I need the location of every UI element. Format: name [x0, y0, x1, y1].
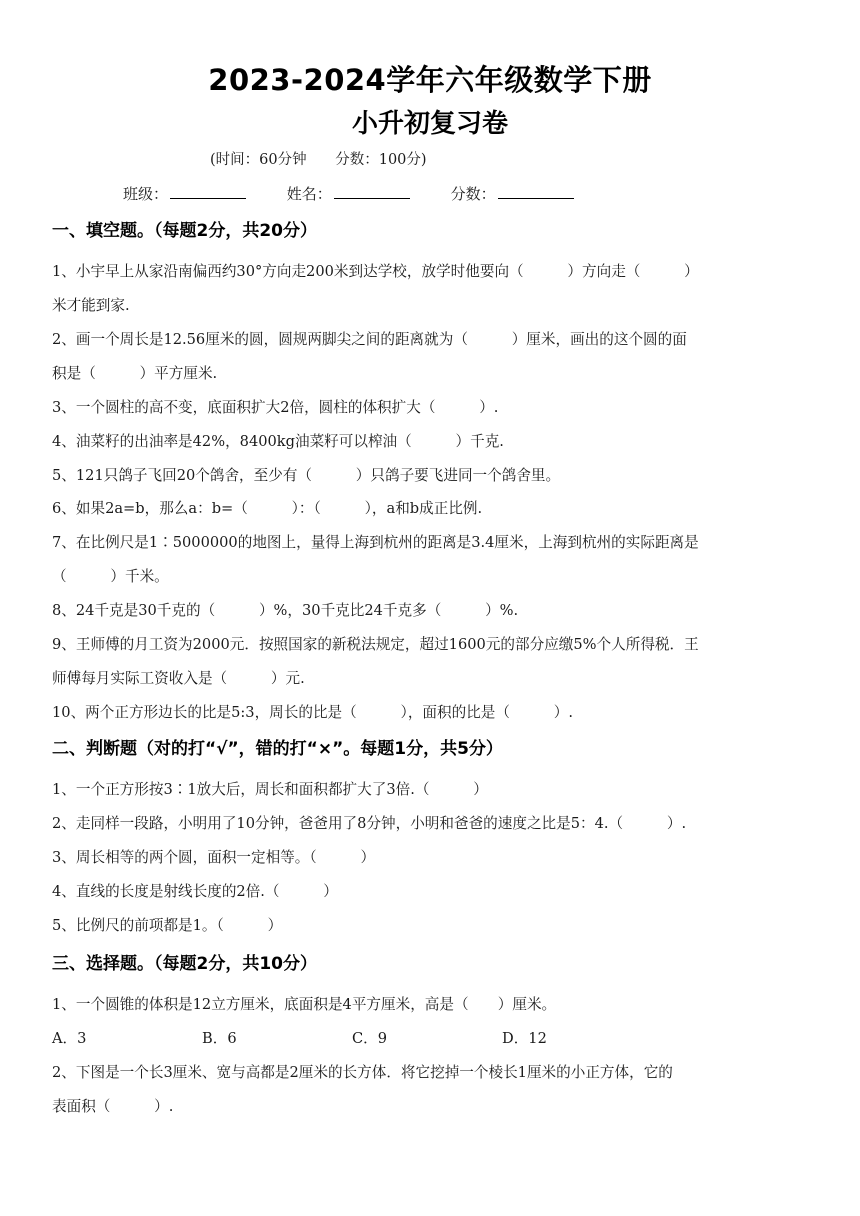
s1-q7-line1: 7、在比例尺是1∶5000000的地图上，量得上海到杭州的距离是3.4厘米，上海到杭州的实际距离是 [52, 534, 699, 551]
s1-q3: 3、一个圆柱的高不变，底面积扩大2倍，圆柱的体积扩大（ ）. [52, 399, 499, 416]
s1-q7-line2: （ ）千米。 [52, 568, 169, 585]
s1-q9-line1: 9、王师傅的月工资为2000元．按照国家的新税法规定，超过1600元的部分应缴5%个人所得税．王 [52, 636, 699, 653]
student-fields [123, 184, 610, 204]
s2-q3: 3、周长相等的两个圆，面积一定相等。（ ） [52, 849, 376, 866]
exam-title: 2023-2024学年六年级数学下册 [208, 63, 652, 97]
s1-q2-line2: 积是（ ）平方厘米. [52, 365, 218, 382]
s1-q6: 6、如果2a=b，那么a：b=（ ）：（ ），a和b成正比例. [52, 500, 483, 517]
option-d[interactable]: D．12 [502, 1030, 547, 1047]
section-3-heading: 三、选择题。（每题2分，共10分） [52, 954, 317, 974]
time-limit: (时间：60分钟 [210, 152, 307, 168]
name-blank[interactable] [334, 184, 410, 199]
s1-q10: 10、两个正方形边长的比是5:3，周长的比是（ ），面积的比是（ ）. [52, 704, 573, 721]
s1-q4: 4、油菜籽的出油率是42%，8400kg油菜籽可以榨油（ ）千克. [52, 433, 504, 450]
section-1-heading: 一、填空题。（每题2分，共20分） [52, 221, 317, 241]
s3-q1-options [52, 1029, 652, 1049]
class-field [123, 184, 246, 204]
s2-q5: 5、比例尺的前项都是1。（ ） [52, 917, 283, 934]
s3-q1: 1、一个圆锥的体积是12立方厘米，底面积是4平方厘米，高是（ ）厘米。 [52, 996, 557, 1013]
s1-q8: 8、24千克是30千克的（ ）%，30千克比24千克多（ ）%. [52, 602, 519, 619]
class-label: 班级： [123, 185, 169, 203]
s1-q2-line1: 2、画一个周长是12.56厘米的圆，圆规两脚尖之间的距离就为（ ）厘米，画出的这个圆的面 [52, 331, 687, 348]
s2-q2: 2、走同样一段路，小明用了10分钟，爸爸用了8分钟，小明和爸爸的速度之比是5：4.（ ）. [52, 815, 687, 832]
section-2-heading: 二、判断题（对的打“√”，错的打“×”。每题1分，共5分） [52, 739, 503, 759]
score-blank[interactable] [498, 184, 574, 199]
exam-info [210, 150, 451, 170]
s1-q5: 5、121只鸽子飞回20个鸽舍，至少有（ ）只鸽子要飞进同一个鸽舍里。 [52, 467, 561, 484]
option-a[interactable]: A．3 [52, 1030, 87, 1047]
s2-q1: 1、一个正方形按3∶1放大后，周长和面积都扩大了3倍.（ ） [52, 781, 488, 798]
s1-q9-line2: 师傅每月实际工资收入是（ ）元. [52, 670, 305, 687]
name-field [287, 184, 410, 204]
option-c[interactable]: C．9 [352, 1030, 388, 1047]
option-b[interactable]: B．6 [202, 1030, 237, 1047]
score-label: 分数： [450, 185, 496, 203]
name-label: 姓名： [286, 185, 332, 203]
s3-q2-line2: 表面积（ ）. [52, 1098, 174, 1115]
total-score: 分数：100分) [335, 152, 427, 168]
s1-q1-line2: 米才能到家. [52, 297, 130, 314]
s2-q4: 4、直线的长度是射线长度的2倍.（ ） [52, 883, 338, 900]
s1-q1-line1: 1、小宇早上从家沿南偏西约30°方向走200米到达学校，放学时他要向（ ）方向走（ ） [52, 263, 699, 280]
class-blank[interactable] [170, 184, 246, 199]
score-field [451, 184, 574, 204]
s3-q2-line1: 2、下图是一个长3厘米、宽与高都是2厘米的长方体．将它挖掉一个棱长1厘米的小正方体，它的 [52, 1064, 673, 1081]
exam-subtitle: 小升初复习卷 [351, 109, 508, 139]
